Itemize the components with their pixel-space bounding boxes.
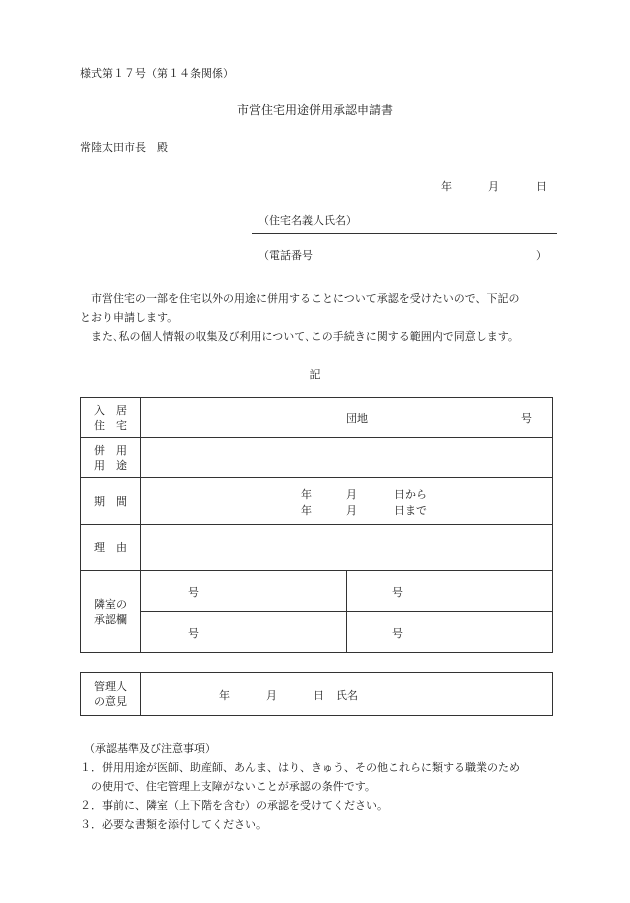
phone-close-paren: ） [536, 249, 547, 262]
period-to-year: 年 [301, 504, 312, 517]
neighbor-cell-1[interactable] [141, 571, 347, 612]
date-month-label: 月 [488, 180, 499, 193]
usage-label [81, 438, 141, 478]
manager-name-label: 氏名 [336, 689, 358, 702]
period-to-month: 月 [346, 504, 357, 517]
manager-year: 年 [219, 689, 230, 702]
reason-label: 理 由 [81, 525, 141, 571]
neighbor-label [81, 571, 141, 653]
period-field[interactable] [141, 478, 553, 525]
note-item-1-line2: の使用で、住宅管理上支障がないことが承認の条件です。 [80, 780, 376, 793]
neighbor-go-1: 号 [188, 586, 199, 599]
residence-row [81, 398, 553, 438]
note-item-3: ３．必要な書類を添付してください。 [80, 818, 267, 831]
name-underline [252, 233, 557, 234]
manager-day: 日 [313, 689, 324, 702]
reason-field[interactable] [141, 525, 553, 571]
neighbor-label-line2: 承認欄 [94, 612, 127, 626]
residence-label-line2: 住 宅 [94, 418, 127, 432]
neighbor-row-2 [81, 612, 553, 653]
manager-opinion-table [80, 672, 553, 716]
application-table [80, 397, 553, 653]
usage-label-line2: 用 途 [94, 458, 127, 472]
note-item-1-line1: １．併用用途が医師、助産師、あんま、はり、きゅう、その他これらに類する職業のため [80, 761, 520, 774]
neighbor-cell-3[interactable] [141, 612, 347, 653]
phone-label: （電話番号 [258, 249, 313, 262]
note-item-2: ２．事前に、隣室（上下階を含む）の承認を受けてください。 [80, 799, 388, 812]
usage-label-line1: 併 用 [94, 443, 127, 457]
usage-field[interactable] [141, 438, 553, 478]
period-label: 期 間 [81, 478, 141, 525]
body-para1-line2: とおり申請します。 [80, 311, 179, 324]
reason-row [81, 525, 553, 571]
neighbor-row-1 [81, 571, 553, 612]
neighbor-go-4: 号 [392, 627, 403, 640]
addressee: 常陸太田市長 殿 [80, 141, 168, 154]
residence-label-line1: 入 居 [94, 403, 127, 417]
neighbor-cell-2[interactable] [347, 571, 553, 612]
notes-section [80, 739, 560, 834]
residence-field[interactable] [141, 398, 553, 438]
ki-marker: 記 [309, 368, 321, 381]
document-title: 市営住宅用途併用承認申請書 [236, 103, 393, 117]
period-to-suffix: 日まで [394, 504, 427, 517]
neighbor-label-line1: 隣室の [94, 597, 127, 611]
manager-label [81, 673, 141, 716]
period-row [81, 478, 553, 525]
neighbor-go-3: 号 [188, 627, 199, 640]
manager-field[interactable] [141, 673, 553, 716]
date-day-label: 日 [536, 180, 547, 193]
notes-heading: （承認基準及び注意事項） [84, 742, 216, 755]
manager-label-line1: 管理人 [94, 680, 127, 693]
manager-month: 月 [266, 689, 277, 702]
body-para2: また､私の個人情報の収集及び利用について､この手続きに関する範囲内で同意します。 [91, 330, 519, 343]
request-body [80, 289, 555, 346]
period-from-month: 月 [346, 488, 357, 501]
body-para1-line1: 市営住宅の一部を住宅以外の用途に併用することについて承認を受けたいので、下記の [91, 292, 520, 305]
usage-row [81, 438, 553, 478]
manager-row [81, 673, 553, 716]
date-year-label: 年 [441, 180, 452, 193]
period-from-year: 年 [301, 488, 312, 501]
applicant-name-label: （住宅名義人氏名） [258, 214, 357, 227]
period-from-suffix: 日から [394, 488, 427, 501]
neighbor-go-2: 号 [392, 586, 403, 599]
form-number: 様式第１７号（第１４条関係） [80, 67, 234, 80]
manager-label-line2: の意見 [94, 695, 127, 708]
danchi-label: 団地 [346, 412, 368, 425]
neighbor-cell-4[interactable] [347, 612, 553, 653]
residence-label [81, 398, 141, 438]
residence-go-label: 号 [521, 412, 532, 425]
